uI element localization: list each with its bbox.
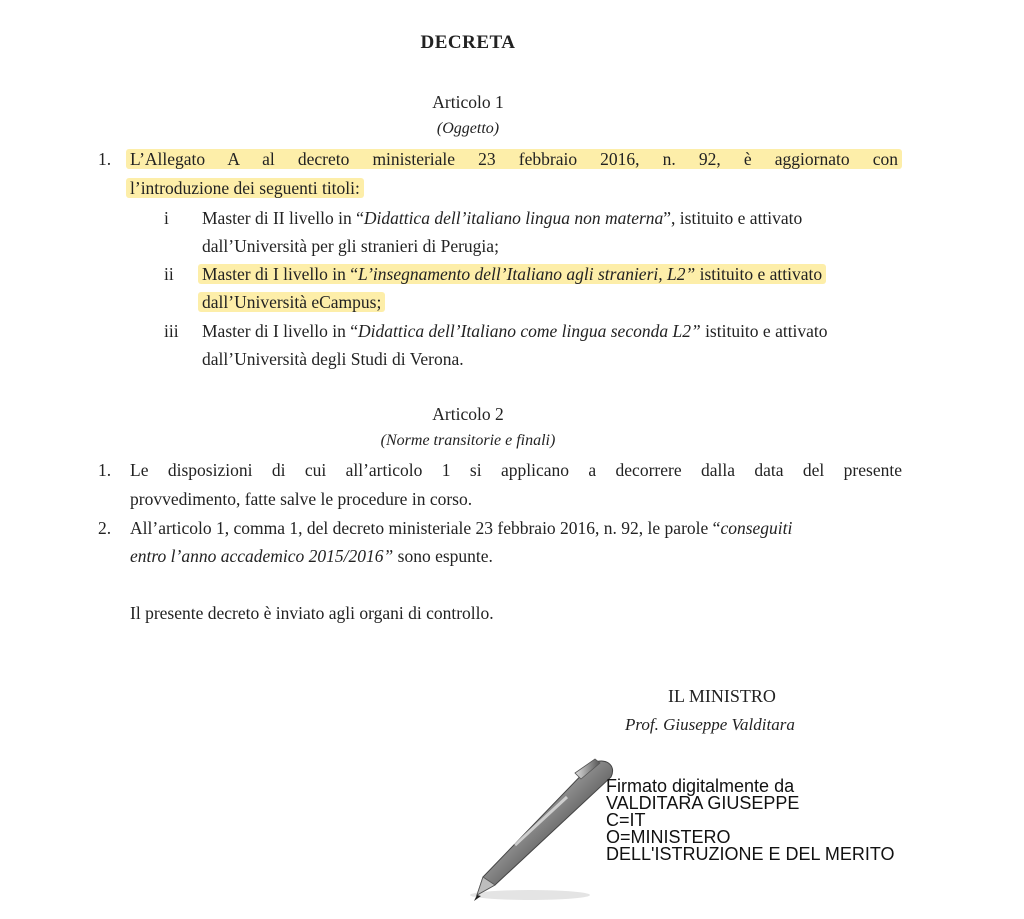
signature-role: IL MINISTRO xyxy=(668,686,776,706)
list-item-number: ii xyxy=(164,264,174,284)
article2-paragraph2-number: 2. xyxy=(98,518,112,538)
item-title: L’insegnamento dell’Italiano agli stranieri, L2” xyxy=(358,264,696,284)
article2-subtitle: (Norme transitorie e finali) xyxy=(380,432,556,449)
item-text: istituito e attivato xyxy=(700,321,828,341)
paragraph-text: All’articolo 1, comma 1, del decreto ministeriale 23 febbraio 2016, n. 92, le parole “ xyxy=(130,518,721,538)
article2-paragraph2-line2 xyxy=(130,546,493,567)
digital-signature-line: O=MINISTERO xyxy=(606,827,731,847)
digital-signature-line: DELL'ISTRUZIONE E DEL MERITO xyxy=(606,844,895,864)
list-item-line1 xyxy=(202,264,826,285)
list-item-line2: dall’Università degli Studi di Verona. xyxy=(202,349,464,369)
article1-paragraph-line2 xyxy=(130,178,364,199)
digital-signature-line: C=IT xyxy=(606,810,646,830)
quoted-words: conseguiti xyxy=(720,518,793,538)
digital-signature-line: VALDITARA GIUSEPPE xyxy=(606,793,800,813)
article2-paragraph1-line2: provvedimento, fatte salve le procedure in corso. xyxy=(130,489,473,509)
item-text: istituito e attivato xyxy=(695,264,823,284)
item-title: Didattica dell’Italiano come lingua seconda L2” xyxy=(358,321,701,341)
digital-signature-block xyxy=(606,778,895,863)
article1-title: Articolo 1 xyxy=(432,92,504,112)
list-item-number: i xyxy=(164,208,169,228)
paragraph-text: sono espunte. xyxy=(393,546,493,566)
item-text: Master di I livello in “ xyxy=(202,321,359,341)
digital-signature-line: Firmato digitalmente da xyxy=(606,776,795,796)
list-item-number: iii xyxy=(164,321,179,341)
article2-paragraph1-number: 1. xyxy=(98,460,112,480)
item-text: ”, istituito e attivato xyxy=(663,208,803,228)
closing-statement: Il presente decreto è inviato agli organi di controllo. xyxy=(130,603,494,623)
highlight: l’introduzione dei seguenti titoli: xyxy=(126,178,364,198)
signature-name: Prof. Giuseppe Valditara xyxy=(625,715,795,734)
article2-title: Articolo 2 xyxy=(432,404,504,424)
item-text: Master di I livello in “ xyxy=(202,264,359,284)
decree-heading: DECRETA xyxy=(420,32,516,53)
article2-paragraph2-line1 xyxy=(130,518,792,539)
article1-paragraph-number: 1. xyxy=(98,149,112,169)
item-text: Master di II livello in “ xyxy=(202,208,364,228)
list-item-line1 xyxy=(202,208,802,229)
article1-subtitle: (Oggetto) xyxy=(436,120,500,137)
highlight: L’Allegato A al decreto ministeriale 23 febbraio 2016, n. 92, è aggiornato con xyxy=(126,149,902,169)
article1-paragraph-line1 xyxy=(130,149,902,170)
highlight: dall’Università eCampus; xyxy=(198,292,385,312)
list-item-line2 xyxy=(202,292,385,313)
list-item-line2: dall’Università per gli stranieri di Perugia; xyxy=(202,236,499,256)
item-title: Didattica dell’italiano lingua non materna xyxy=(363,208,664,228)
pen-icon xyxy=(455,755,625,905)
article2-paragraph1-line1: Le disposizioni di cui all’articolo 1 si applicano a decorrere dalla data del presente xyxy=(130,460,902,480)
list-item-line1 xyxy=(202,321,828,342)
quoted-words: entro l’anno accademico 2015/2016” xyxy=(130,546,394,566)
